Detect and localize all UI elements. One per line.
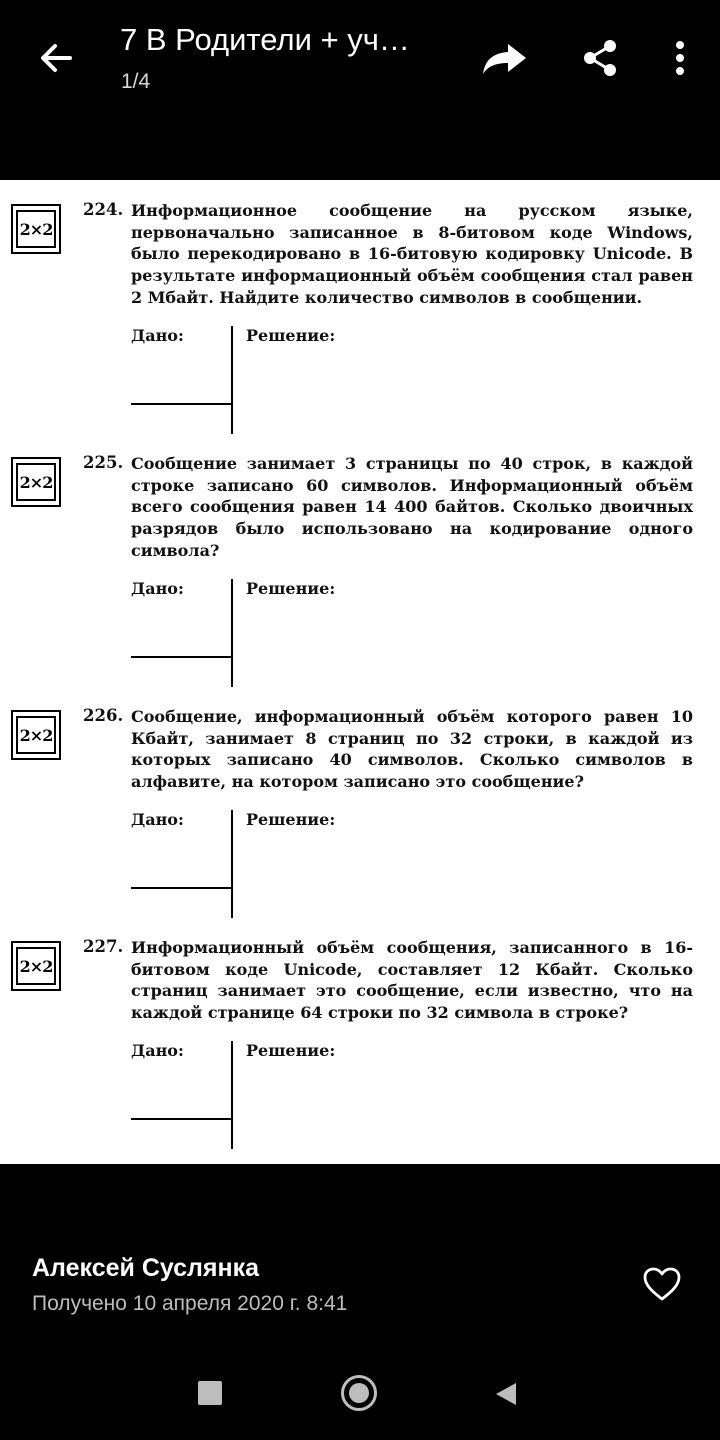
divider-vertical (231, 1041, 233, 1149)
nav-recent-apps-icon[interactable] (198, 1381, 222, 1405)
badge-label: 2×2 (16, 716, 56, 754)
share-button[interactable] (576, 34, 624, 82)
share-icon (580, 38, 620, 78)
nav-home-icon[interactable] (341, 1375, 377, 1411)
badge-icon (11, 710, 61, 760)
problem-item (0, 917, 720, 1157)
given-label: Дано: (131, 1041, 184, 1060)
divider-horizontal (131, 403, 232, 405)
problem-number: 227. (83, 937, 124, 956)
badge-label: 2×2 (16, 947, 56, 985)
back-button[interactable] (30, 34, 82, 82)
problem-text: Информационное сообщение на русском языке, первоначально записанное в 8-битовом коде Windows, было перекодировано в 16-битовую кодировку Unicode. В результате информационный объём сообщения стал равен 2 Мбайт. Найдите количество символов в сообщении. (131, 201, 693, 307)
forward-icon (480, 40, 528, 76)
badge-icon (11, 204, 61, 254)
solution-label: Решение: (246, 810, 336, 829)
divider-vertical (231, 579, 233, 687)
forward-button[interactable] (478, 34, 530, 82)
badge-icon (11, 941, 61, 991)
badge-icon (11, 457, 61, 507)
problem-text: Сообщение занимает 3 страницы по 40 строк, в каждой строке записано 60 символов. Информационный объём всего сообщения равен 14 400 байтов. Сколько двоичных разрядов было использовано на кодирование одного символа? (131, 454, 693, 560)
given-label: Дано: (131, 326, 184, 345)
like-button[interactable] (640, 1264, 684, 1304)
received-timestamp: Получено 10 апреля 2020 г. 8:41 (32, 1292, 348, 1315)
problem-text: Информационный объём сообщения, записанного в 16-битовом коде Unicode, составляет 12 Кбайт. Сколько страниц занимает это сообщение, если известно, что на каждой странице 64 строки по 32 символа в строке? (131, 938, 693, 1023)
problem-number: 225. (83, 453, 124, 472)
chat-title: 7 В Родители + уч… (120, 22, 410, 57)
more-vert-icon (674, 40, 686, 76)
divider-vertical (231, 810, 233, 918)
solution-label: Решение: (246, 1041, 336, 1060)
given-label: Дано: (131, 579, 184, 598)
problem-number: 226. (83, 706, 124, 725)
problem-item (0, 686, 720, 926)
nav-back-icon[interactable] (493, 1381, 519, 1407)
badge-label: 2×2 (16, 210, 56, 248)
divider-horizontal (131, 1118, 232, 1120)
document-image[interactable] (0, 180, 720, 1164)
system-nav-bar (0, 1350, 720, 1440)
app-header (0, 0, 720, 180)
solution-label: Решение: (246, 579, 336, 598)
solution-label: Решение: (246, 326, 336, 345)
problem-number: 224. (83, 200, 124, 219)
divider-horizontal (131, 656, 232, 658)
sender-name: Алексей Суслянка (32, 1254, 260, 1282)
problem-text: Сообщение, информационный объём которого равен 10 Кбайт, занимает 8 страниц по 32 строки, в каждой из которых записано 40 символов. Сколько символов в алфавите, на котором записано это сообщение? (131, 707, 693, 792)
divider-vertical (231, 326, 233, 434)
more-options-button[interactable] (660, 34, 700, 82)
badge-label: 2×2 (16, 463, 56, 501)
problem-item (0, 180, 720, 420)
heart-outline-icon (642, 1266, 682, 1302)
divider-horizontal (131, 887, 232, 889)
arrow-back-icon (36, 38, 76, 78)
given-label: Дано: (131, 810, 184, 829)
page-counter: 1/4 (121, 70, 151, 93)
problem-item (0, 433, 720, 673)
